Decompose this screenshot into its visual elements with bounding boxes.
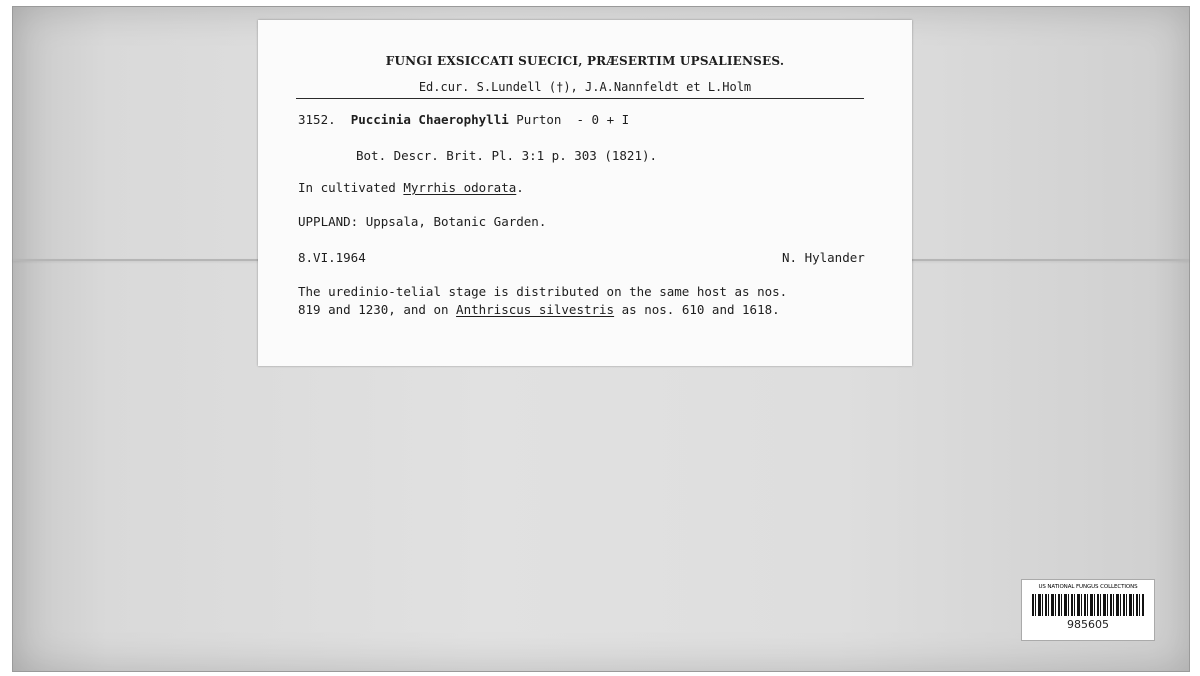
collector-name: N. Hylander bbox=[782, 250, 865, 265]
header-divider bbox=[296, 98, 864, 99]
note-line-2 bbox=[298, 302, 780, 317]
locality-line: UPPLAND: Uppsala, Botanic Garden. bbox=[298, 214, 547, 229]
barcode-institution: US NATIONAL FUNGUS COLLECTIONS bbox=[1038, 584, 1138, 590]
species-name: Puccinia Chaerophylli bbox=[350, 112, 509, 127]
exsiccata-number: 3152. bbox=[298, 112, 336, 127]
label-title: FUNGI EXSICCATI SUECICI, PRÆSERTIM UPSALIENSES. bbox=[385, 54, 785, 68]
note-suffix: as nos. 610 and 1618. bbox=[621, 302, 780, 317]
host-suffix: . bbox=[516, 180, 524, 195]
host-line bbox=[298, 180, 524, 195]
barcode-label bbox=[1021, 579, 1155, 641]
note-host-name: Anthriscus silvestris bbox=[456, 302, 615, 317]
spore-stages: - 0 + I bbox=[576, 112, 630, 127]
species-author: Purton bbox=[516, 112, 562, 127]
host-name: Myrrhis odorata bbox=[403, 180, 517, 195]
note-line-1: The uredinio-telial stage is distributed on the same host as nos. bbox=[298, 284, 788, 299]
reference-line: Bot. Descr. Brit. Pl. 3:1 p. 303 (1821). bbox=[356, 148, 658, 163]
label-editors: Ed.cur. S.Lundell (†), J.A.Nannfeldt et L.Holm bbox=[418, 80, 752, 94]
specimen-label bbox=[258, 20, 912, 366]
collection-date: 8.VI.1964 bbox=[298, 250, 366, 265]
barcode-number: 985605 bbox=[1067, 618, 1109, 631]
host-prefix: In cultivated bbox=[298, 180, 396, 195]
taxon-line bbox=[298, 112, 629, 127]
barcode-icon bbox=[1032, 594, 1144, 616]
note-prefix: 819 and 1230, and on bbox=[298, 302, 449, 317]
